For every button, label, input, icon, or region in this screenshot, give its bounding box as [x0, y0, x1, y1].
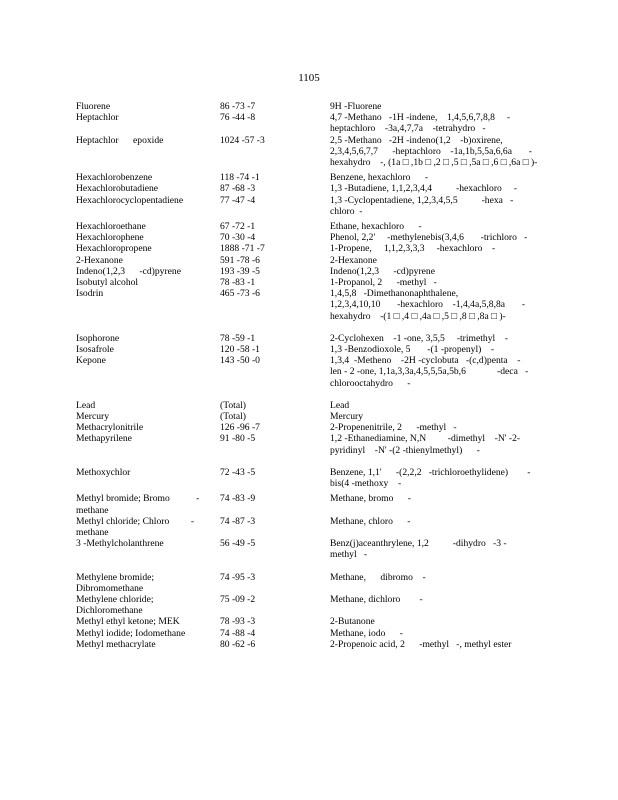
- chemical-name-line: Methacrylonitrile: [76, 422, 144, 434]
- chemical-name-line: Dibromomethane: [76, 582, 144, 594]
- chemical-description: [330, 493, 552, 515]
- description-line: 1,3 -Cyclopentadiene, 1,2,3,4,5,5 -hexa -: [330, 194, 514, 206]
- chemical-name: [76, 101, 204, 112]
- chemical-description: [330, 183, 552, 194]
- chemical-description: [330, 101, 552, 112]
- description-line: 1,4,5,8 -Dimethanonaphthalene,: [330, 288, 459, 300]
- chemical-name: [76, 266, 204, 277]
- chemical-description: [330, 538, 552, 560]
- description-line: Benzene, 1,1' -(2,2,2 -trichloroethylidene) -: [330, 466, 531, 478]
- chemical-name: [76, 516, 204, 538]
- chemical-description: [330, 266, 552, 277]
- chemical-name: [76, 232, 204, 243]
- cas-number: 91 -80 -5: [220, 433, 256, 445]
- chemical-name-line: methane: [76, 526, 109, 538]
- chemical-description: [330, 516, 552, 538]
- chemical-description: [330, 277, 552, 288]
- chemical-name-line: Hexachloropropene: [76, 243, 152, 255]
- chemical-name-line: Heptachlor: [76, 112, 119, 124]
- description-line: 1-Propanol, 2 -methyl -: [330, 277, 437, 289]
- chemical-description: [330, 572, 552, 594]
- cas-number: 118 -74 -1: [220, 172, 260, 184]
- chemical-name: [76, 333, 204, 344]
- chemical-description: [330, 639, 552, 650]
- chemical-name: [76, 538, 204, 549]
- chemical-name: [76, 277, 204, 288]
- chemical-name: [76, 639, 204, 650]
- chemical-description: [330, 422, 552, 433]
- cas-number: 1024 -57 -3: [220, 134, 265, 146]
- description-line: Ethane, hexachloro -: [330, 221, 422, 233]
- table-row: [0, 516, 618, 538]
- chemical-name-line: Hexachlorophene: [76, 232, 144, 244]
- description-line: 2-Propenenitrile, 2 -methyl -: [330, 422, 457, 434]
- table-row: [0, 172, 618, 183]
- chemical-name-line: Methapyrilene: [76, 433, 132, 445]
- chemical-name-line: Methylene bromide;: [76, 571, 155, 583]
- description-line: 2,3,4,5,6,7,7 -heptachloro -1a,1b,5,5a,6,6a -: [330, 145, 532, 157]
- chemical-name: [76, 628, 204, 639]
- table-row: [0, 400, 618, 411]
- description-line: Indeno(1,2,3 -cd)pyrene: [330, 265, 435, 277]
- chemical-description: [330, 594, 552, 616]
- description-line: Methane, bromo -: [330, 493, 411, 505]
- table-row: [0, 411, 618, 422]
- chemical-name: [76, 433, 204, 444]
- description-line: 1,3,4 -Metheno -2H -cyclobuta -(c,d)penta -: [330, 355, 521, 367]
- chemical-table: [0, 101, 618, 650]
- chemical-name-line: Dichloromethane: [76, 605, 143, 617]
- table-row: [0, 628, 618, 639]
- cas-number: 126 -96 -7: [220, 422, 260, 434]
- description-line: hexahydro -(1 □ ,4 □ ,4a □ ,5 □ ,8 □ ,8a □ )-: [330, 310, 506, 322]
- chemical-name-line: Methyl methacrylate: [76, 638, 156, 650]
- chemical-name-line: Indeno(1,2,3 -cd)pyrene: [76, 265, 181, 277]
- cas-number: 74 -95 -3: [220, 571, 256, 583]
- chemical-description: [330, 344, 552, 355]
- description-line: 9H -Fluorene: [330, 101, 382, 112]
- cas-number: 74 -83 -9: [220, 493, 256, 505]
- table-row: [0, 221, 618, 232]
- cas-number: 72 -43 -5: [220, 466, 256, 478]
- chemical-description: [330, 355, 552, 389]
- table-row: [0, 355, 618, 389]
- chemical-name: [76, 243, 204, 254]
- chemical-name-line: Isobutyl alcohol: [76, 277, 139, 289]
- description-line: Methane, dibromo -: [330, 571, 426, 583]
- chemical-description: [330, 172, 552, 183]
- cas-number: 77 -47 -4: [220, 194, 256, 206]
- table-row: [0, 344, 618, 355]
- chemical-name: [76, 594, 204, 616]
- description-line: hexahydro -, (1a □ ,1b □ ,2 □ ,5 □ ,5a □ ,6 □ ,6a □ )-: [330, 157, 538, 169]
- cas-number: 67 -72 -1: [220, 221, 256, 233]
- table-row: [0, 101, 618, 112]
- description-line: methyl -: [330, 549, 368, 561]
- chemical-name-line: methane: [76, 504, 109, 516]
- chemical-name: [76, 112, 204, 123]
- chemical-description: [330, 333, 552, 344]
- cas-number: 56 -49 -5: [220, 538, 256, 550]
- description-line: 1-Propene, 1,1,2,3,3,3 -hexachloro -: [330, 243, 496, 255]
- chemical-description: [330, 467, 552, 489]
- chemical-name-line: Lead: [76, 399, 96, 411]
- cas-number: (Total): [220, 411, 246, 423]
- cas-number: 120 -58 -1: [220, 344, 260, 356]
- chemical-name-line: Hexachlorobenzene: [76, 172, 153, 184]
- chemical-name-line: Methyl bromide; Bromo -: [76, 493, 200, 505]
- chemical-name-line: Hexachloroethane: [76, 221, 146, 233]
- cas-number: 80 -62 -6: [220, 638, 256, 650]
- table-row: [0, 183, 618, 194]
- chemical-name-line: Mercury: [76, 411, 110, 423]
- chemical-name-line: Isosafrole: [76, 344, 114, 356]
- cas-number: 465 -73 -6: [220, 288, 260, 300]
- chemical-name: [76, 400, 204, 411]
- chemical-name: [76, 195, 204, 206]
- chemical-name-line: Heptachlor epoxide: [76, 134, 164, 146]
- chemical-name: [76, 422, 204, 433]
- table-row: [0, 433, 618, 455]
- table-row: [0, 195, 618, 217]
- chemical-name: [76, 572, 204, 594]
- chemical-name: [76, 616, 204, 627]
- description-line: Mercury: [330, 411, 364, 423]
- description-line: 1,3 -Butadiene, 1,1,2,3,4,4 -hexachloro -: [330, 183, 518, 195]
- chemical-description: [330, 221, 552, 232]
- cas-number: 75 -09 -2: [220, 593, 256, 605]
- page-number: 1105: [298, 72, 320, 84]
- chemical-description: [330, 112, 552, 134]
- chemical-name-line: Methyl ethyl ketone; MEK: [76, 616, 180, 628]
- table-row: [0, 288, 618, 322]
- description-line: heptachloro -3a,4,7,7a -tetrahydro -: [330, 123, 486, 135]
- chemical-name-line: Kepone: [76, 355, 106, 367]
- chemical-name: [76, 172, 204, 183]
- cas-number: 78 -93 -3: [220, 616, 256, 628]
- chemical-name-line: Fluorene: [76, 101, 111, 112]
- description-line: Benz(j)aceanthrylene, 1,2 -dihydro -3 -: [330, 538, 507, 550]
- description-line: Methane, chloro -: [330, 515, 411, 527]
- table-row: [0, 538, 618, 560]
- table-row: [0, 112, 618, 134]
- chemical-name: [76, 467, 204, 478]
- chemical-name: [76, 221, 204, 232]
- cas-number: 591 -78 -6: [220, 254, 260, 266]
- description-line: 1,2 -Ethanediamine, N,N -dimethyl -N' -2-: [330, 433, 521, 445]
- chemical-description: [330, 411, 552, 422]
- table-row: [0, 639, 618, 650]
- table-row: [0, 135, 618, 169]
- chemical-name: [76, 135, 204, 146]
- description-line: 2-Hexanone: [330, 254, 377, 266]
- cas-number: 143 -50 -0: [220, 355, 260, 367]
- chemical-name-line: Methylene chloride;: [76, 593, 154, 605]
- chemical-name: [76, 355, 204, 366]
- chemical-name: [76, 183, 204, 194]
- cas-number: 76 -44 -8: [220, 112, 256, 124]
- chemical-name-line: Hexachlorocyclopentadiene: [76, 194, 184, 206]
- chemical-name: [76, 411, 204, 422]
- table-row: [0, 266, 618, 277]
- table-row: [0, 594, 618, 616]
- cas-number: (Total): [220, 399, 246, 411]
- cas-number: 78 -59 -1: [220, 332, 256, 344]
- chemical-description: [330, 616, 552, 627]
- chemical-description: [330, 400, 552, 411]
- cas-number: 193 -39 -5: [220, 265, 260, 277]
- chemical-description: [330, 288, 552, 322]
- table-row: [0, 616, 618, 627]
- chemical-description: [330, 243, 552, 254]
- chemical-name-line: Methyl iodide; Iodomethane: [76, 627, 186, 639]
- description-line: 2-Cyclohexen -1 -one, 3,5,5 -trimethyl -: [330, 332, 508, 344]
- cas-number: 87 -68 -3: [220, 183, 256, 195]
- cas-number: 86 -73 -7: [220, 101, 256, 112]
- chemical-name: [76, 344, 204, 355]
- description-line: 1,3 -Benzodioxole, 5 -(1 -propenyl) -: [330, 344, 495, 356]
- cas-number: 74 -87 -3: [220, 515, 256, 527]
- chemical-description: [330, 232, 552, 243]
- table-row: [0, 243, 618, 254]
- description-line: 4,7 -Methano -1H -indene, 1,4,5,6,7,8,8 -: [330, 112, 511, 124]
- chemical-name-line: Methoxychlor: [76, 466, 131, 478]
- chemical-name: [76, 288, 204, 299]
- chemical-name: [76, 255, 204, 266]
- description-line: 2,5 -Methano -2H -indeno(1,2 -b)oxirene,: [330, 134, 503, 146]
- cas-number: 1888 -71 -7: [220, 243, 265, 255]
- table-row: [0, 255, 618, 266]
- chemical-name: [76, 493, 204, 515]
- description-line: Methane, dichloro -: [330, 593, 423, 605]
- description-line: chloro -: [330, 205, 363, 217]
- description-line: 2-Propenoic acid, 2 -methyl -, methyl ester: [330, 638, 512, 650]
- chemical-name-line: 3 -Methylcholanthrene: [76, 538, 164, 550]
- chemical-name-line: 2-Hexanone: [76, 254, 123, 266]
- table-row: [0, 422, 618, 433]
- table-row: [0, 572, 618, 594]
- description-line: chlorooctahydro -: [330, 377, 411, 389]
- description-line: Phenol, 2,2' -methylenebis(3,4,6 -trichloro -: [330, 232, 528, 244]
- table-row: [0, 333, 618, 344]
- chemical-description: [330, 433, 552, 455]
- chemical-description: [330, 628, 552, 639]
- table-row: [0, 232, 618, 243]
- chemical-description: [330, 195, 552, 217]
- chemical-name-line: Isodrin: [76, 288, 104, 300]
- description-line: Benzene, hexachloro -: [330, 172, 429, 184]
- chemical-description: [330, 255, 552, 266]
- description-line: len - 2 -one, 1,1a,3,3a,4,5,5,5a,5b,6 -deca -: [330, 366, 529, 378]
- chemical-name-line: Hexachlorobutadiene: [76, 183, 159, 195]
- chemical-name-line: Methyl chloride; Chloro -: [76, 515, 195, 527]
- chemical-description: [330, 135, 552, 169]
- description-line: Methane, iodo -: [330, 627, 404, 639]
- table-row: [0, 493, 618, 515]
- description-line: Lead: [330, 399, 350, 411]
- chemical-name-line: Isophorone: [76, 332, 120, 344]
- cas-number: 74 -88 -4: [220, 627, 256, 639]
- table-row: [0, 277, 618, 288]
- description-line: 2-Butanone: [330, 616, 375, 628]
- description-line: bis(4 -methoxy -: [330, 478, 402, 490]
- table-row: [0, 467, 618, 489]
- description-line: 1,2,3,4,10,10 -hexachloro -1,4,4a,5,8,8a -: [330, 299, 526, 311]
- description-line: pyridinyl -N' -(2 -thienylmethyl) -: [330, 444, 480, 456]
- cas-number: 70 -30 -4: [220, 232, 256, 244]
- cas-number: 78 -83 -1: [220, 277, 256, 289]
